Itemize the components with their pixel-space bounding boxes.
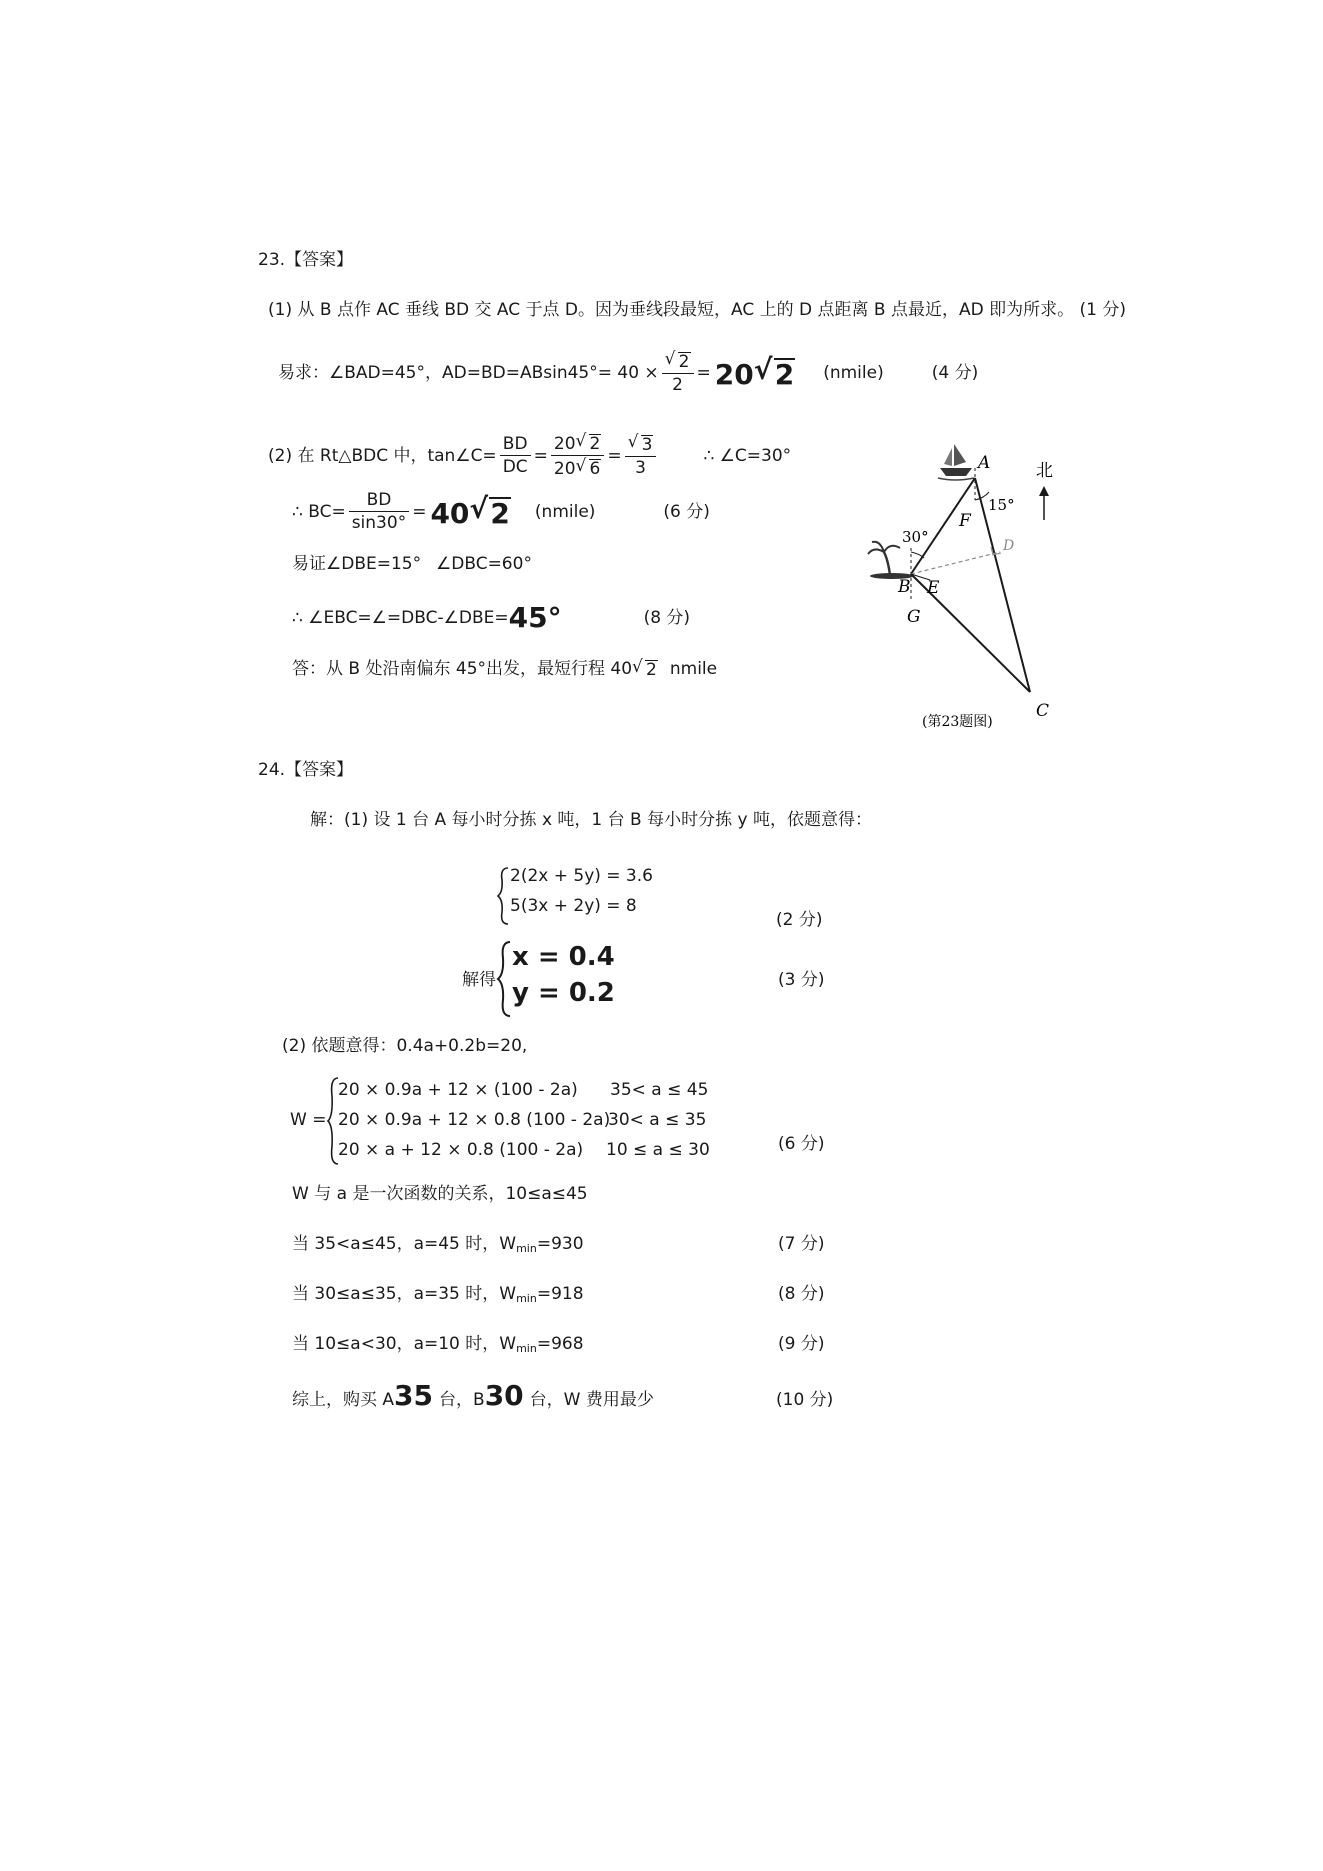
score-8: (8 分): [643, 607, 691, 628]
label-A: A: [978, 453, 991, 473]
geometry-figure: [860, 430, 1060, 730]
label-G: G: [907, 607, 921, 627]
q23-line5a: 易证∠DBE=15°: [292, 554, 422, 574]
north-arrow-icon: [1039, 486, 1049, 520]
score-2: (2 分): [776, 910, 823, 930]
score-9: (9 分): [778, 1334, 825, 1354]
q23-line4: ∴ BC= $\frac{BD}{\sin 30^\circ}$ = 40√ 2 (nmile) (6 分): [292, 492, 710, 532]
score-4: (4 分): [931, 362, 979, 383]
solution-prefix: 解得: [462, 970, 496, 990]
system1-brace-icon: [496, 866, 510, 926]
q23-line3: (2) 在 Rt△BDC 中，tan∠C= $\frac{BD}{DC}$ = $\frac{20√ 2}{20√ 6}$ = √ $\frac{3}{3}$ ∴ ∠C=30°: [268, 434, 791, 478]
w-row1-cond: 35< a ≤ 45: [610, 1080, 709, 1100]
root3-over-3: √ $\frac{3}{3}$: [625, 435, 657, 477]
solution-y: y = 0.2: [512, 978, 615, 1008]
linear-note: W 与 a 是一次函数的关系，10≤a≤45: [292, 1184, 588, 1204]
q23-line2: 易求：∠BAD=45°，AD=BD=ABsin45°= 40 × √ $\frac{2}{2}$ = 20√ 2 (nmile) (4 分): [278, 352, 978, 394]
result-20-root2: 20√ 2: [715, 358, 795, 389]
q24-intro: 解：(1) 设 1 台 A 每小时分拣 x 吨，1 台 B 每小时分拣 y 吨，依题意得：: [310, 810, 872, 830]
q24-title: 24.【答案】: [258, 760, 354, 780]
angle-30-label: 30°: [902, 528, 929, 546]
island-icon: [868, 542, 914, 579]
case-2: 当 30≤a≤35，a=35 时，$W_{min}=918$: [292, 1284, 584, 1305]
q23-part1: (1) 从 B 点作 AC 垂线 BD 交 AC 于点 D。因为垂线段最短，AC 上的 D 点距离 B 点最近，AD 即为所求。 (1 分): [268, 300, 1127, 320]
final-num-a: 35: [394, 1379, 434, 1412]
solution-brace-icon: [496, 940, 512, 1018]
line2-prefix: 易求：∠BAD=45°，AD=BD=ABsin45°= 40 ×: [278, 362, 659, 383]
system1-eq2: 5(3x + 2y) = 8: [510, 896, 637, 916]
final-conclusion: 综上，购买 A 35 台，B 30 台，W 费用最少: [292, 1379, 654, 1412]
north-label: 北: [1036, 461, 1053, 481]
w-row3-cond: 10 ≤ a ≤ 30: [606, 1140, 710, 1160]
score-10: (10 分): [776, 1390, 834, 1410]
q24-part2: (2) 依题意得：0.4a+0.2b=20,: [282, 1036, 528, 1056]
case-3: 当 10≤a<30，a=10 时，$W_{min}=968$: [292, 1334, 584, 1355]
q23-line6: ∴ ∠EBC=∠=DBC-∠DBE= 45° (8 分): [292, 601, 691, 634]
q23-title: 23.【答案】: [258, 250, 354, 270]
score-3: (3 分): [778, 970, 825, 990]
angle-15-label: 15°: [988, 496, 1015, 514]
bd-over-dc: $\frac{BD}{DC}$: [500, 436, 531, 476]
20root2-over-20root6: $\frac{20√ 2}{20√ 6}$: [551, 434, 604, 478]
label-D: D: [1003, 538, 1015, 554]
score-6: (6 分): [663, 501, 710, 522]
angle-c-conclusion: ∴ ∠C=30°: [703, 445, 792, 466]
ship-icon: [938, 444, 974, 480]
system1-eq1: 2(2x + 5y) = 3.6: [510, 866, 653, 886]
label-B: B: [898, 577, 911, 597]
sqrt2-over-2: √ $\frac{2}{2}$: [662, 352, 694, 394]
case-1: 当 35<a≤45，a=45 时，$W_{min}=930$: [292, 1234, 584, 1255]
w-prefix: W =: [290, 1110, 327, 1130]
figure-caption: (第23题图): [922, 714, 993, 730]
score-7: (7 分): [778, 1234, 825, 1254]
label-C: C: [1036, 701, 1050, 721]
q23-line5b: ∠DBC=60°: [436, 554, 532, 574]
label-E: E: [927, 578, 940, 598]
label-F: F: [959, 511, 971, 531]
bd-over-sin30: $\frac{BD}{\sin 30^\circ}$: [349, 492, 410, 532]
solution-x: x = 0.4: [512, 942, 615, 972]
result-40-root2: 40√ 2: [430, 497, 510, 528]
q23-answer: 答：从 B 处沿南偏东 45°出发，最短行程 40 √ 2 nmile: [292, 660, 717, 679]
w-row1-expr: 20 × 0.9a + 12 × (100 - 2a): [338, 1080, 578, 1100]
w-row2-cond: 30< a ≤ 35: [608, 1110, 707, 1130]
final-num-b: 30: [484, 1379, 524, 1412]
w-row2-expr: 20 × 0.9a + 12 × 0.8 (100 - 2a): [338, 1110, 611, 1130]
score-6b: (6 分): [778, 1134, 825, 1154]
result-45deg: 45°: [508, 601, 562, 634]
score-8b: (8 分): [778, 1284, 825, 1304]
w-row3-expr: 20 × a + 12 × 0.8 (100 - 2a): [338, 1140, 584, 1160]
